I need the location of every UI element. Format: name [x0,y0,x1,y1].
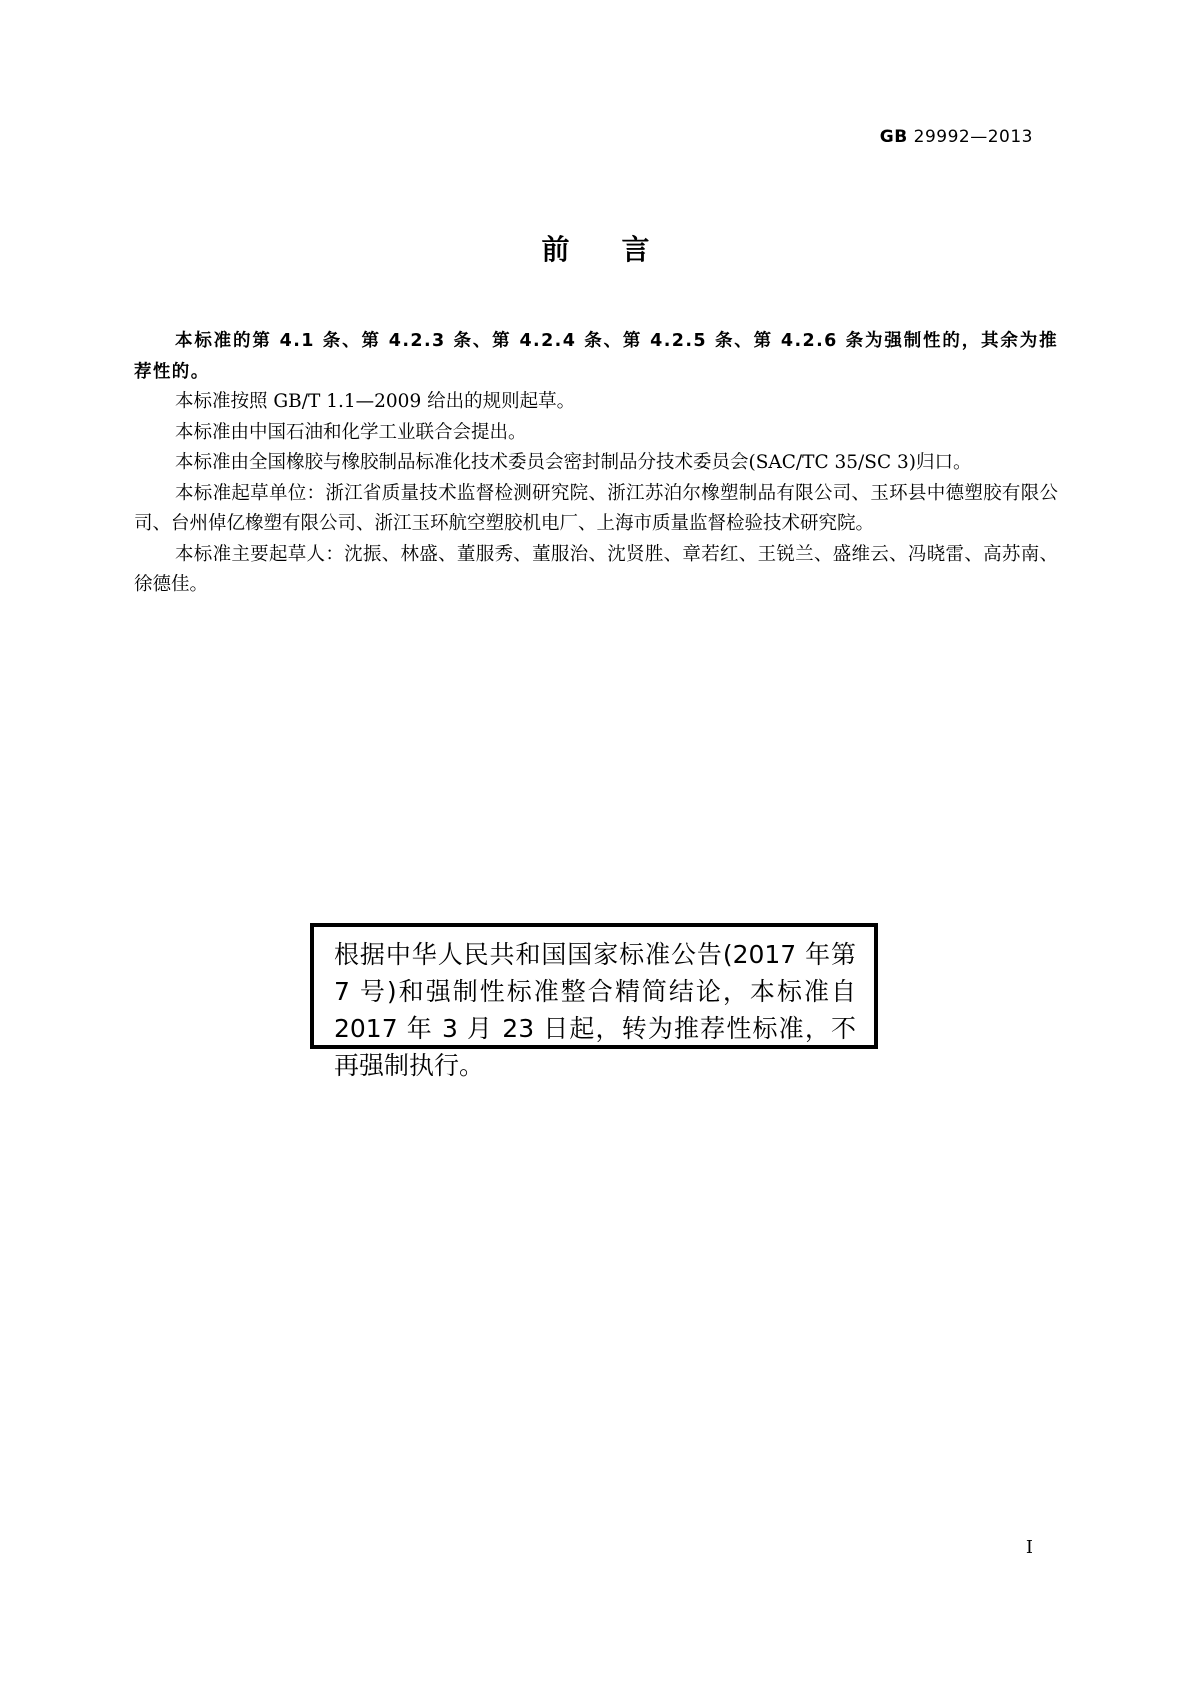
mandatory-clauses-paragraph: 本标准的第 4.1 条、第 4.2.3 条、第 4.2.4 条、第 4.2.5 条、第 4.2.6 条为强制性的，其余为推荐性的。 [134,331,1058,382]
standard-number-header [880,127,1033,147]
page-number: I [1025,1537,1033,1558]
standard-prefix: GB [879,127,908,147]
status-notice-box [310,923,878,1080]
proposer-paragraph: 本标准由中国石油和化学工业联合会提出。 [175,421,527,443]
page-title: 前言 [541,233,702,266]
responsible-committee-paragraph: 本标准由全国橡胶与橡胶制品标准化技术委员会密封制品分技术委员会(SAC/TC 35/SC 3)归口。 [175,452,972,473]
drafters-paragraph: 本标准主要起草人：沈振、林盛、董服秀、董服治、沈贤胜、章若红、王锐兰、盛维云、冯晓雷、高苏南、徐德佳。 [134,543,1058,595]
drafting-rules-paragraph: 本标准按照 GB/T 1.1—2009 给出的规则起草。 [175,391,576,412]
drafting-units-paragraph: 本标准起草单位：浙江省质量技术监督检测研究院、浙江苏泊尔橡塑制品有限公司、玉环县中德塑胶有限公司、台州倬亿橡塑有限公司、浙江玉环航空塑胶机电厂、上海市质量监督检验技术研究院。 [134,482,1058,534]
status-notice-text: 根据中华人民共和国国家标准公告(2017 年第 7 号)和强制性标准整合精简结论，本标准自 2017 年 3 月 23 日起，转为推荐性标准，不再强制执行。 [334,940,856,1080]
standard-number: 29992—2013 [913,127,1033,147]
foreword-body [134,326,1058,601]
